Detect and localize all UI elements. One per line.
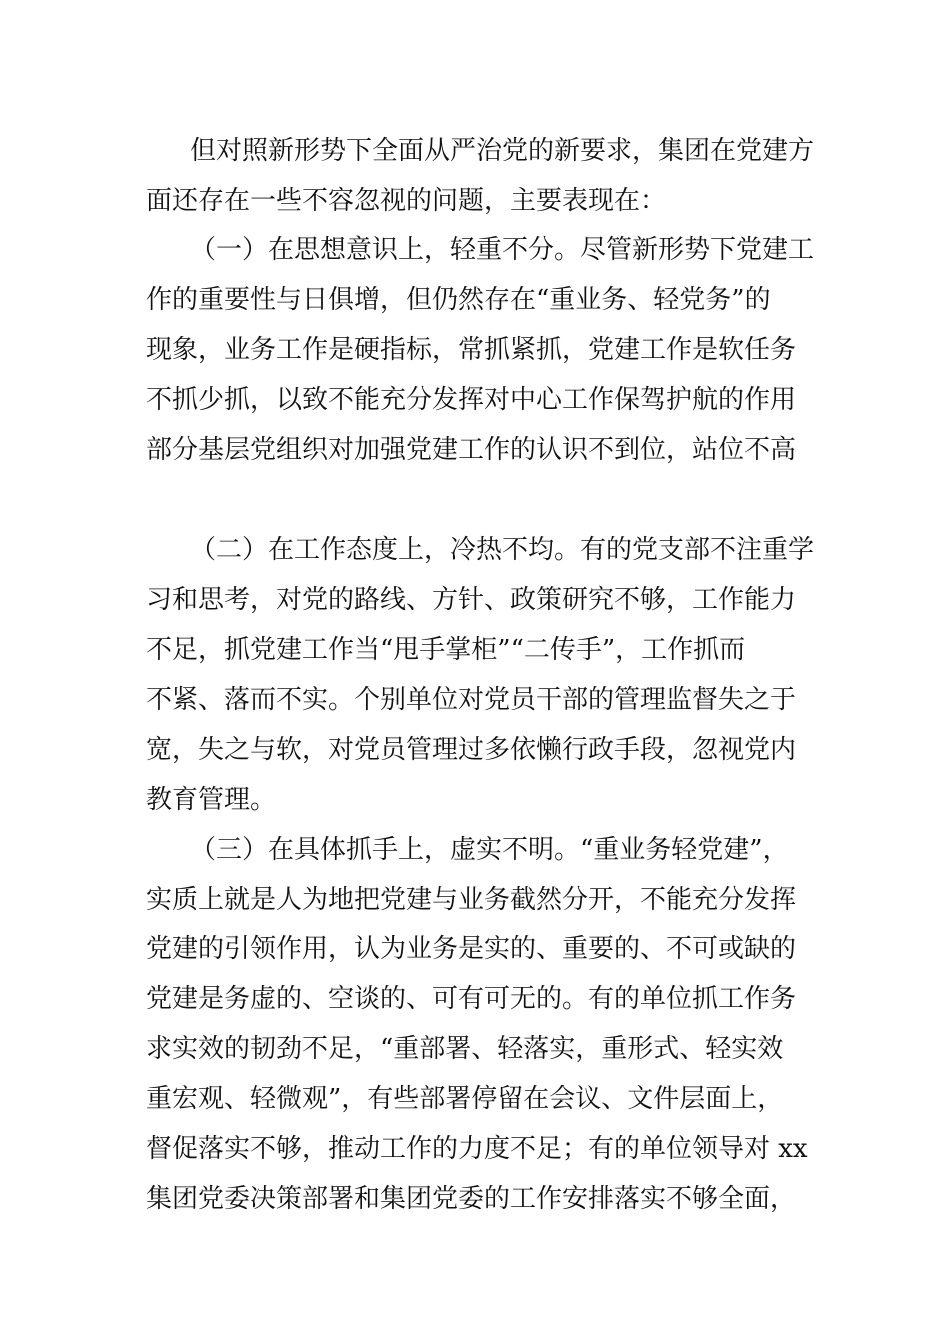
text-line: 作的重要性与日俱增，但仍然存在“重业务、轻党务”的: [146, 285, 771, 315]
text-line: 教育管理。: [146, 785, 277, 815]
text-line: 现象，业务工作是硬指标，常抓紧抓，党建工作是软任务: [146, 335, 797, 365]
text-line: 但对照新形势下全面从严治党的新要求，集团在党建方: [190, 136, 815, 166]
text-line: 面还存在一些不容忽视的问题，主要表现在：: [146, 186, 667, 216]
text-line: 重宏观、轻微观”，有些部署停留在会议、文件层面上，: [146, 1084, 784, 1114]
text-line: 不抓少抓，以致不能充分发挥对中心工作保驾护航的作用: [146, 385, 797, 415]
text-line: （二）在工作态度上，冷热不均。有的党支部不注重学: [190, 535, 815, 565]
text-line: 不足，抓党建工作当“甩手掌柜”“二传手”，工作抓而: [146, 635, 746, 665]
text-line: 宽，失之与软，对党员管理过多依懒行政手段，忽视党内: [146, 735, 797, 765]
text-line: 习和思考，对党的路线、方针、政策研究不够，工作能力: [146, 585, 797, 615]
text-line: 求实效的韧劲不足，“重部署、轻落实，重形式、轻实效: [146, 1034, 784, 1064]
text-line: （三）在具体抓手上，虚实不明。“重业务轻党建”，: [190, 835, 789, 865]
text-line: （一）在思想意识上，轻重不分。尽管新形势下党建工: [190, 235, 815, 265]
text-line: 不紧、落而不实。个别单位对党员干部的管理监督失之于: [146, 685, 797, 715]
text-line: 集团党委决策部署和集团党委的工作安排落实不够全面，: [146, 1184, 797, 1214]
text-line: 党建的引领作用，认为业务是实的、重要的、不可或缺的: [146, 934, 797, 964]
text-line: 党建是务虚的、空谈的、可有可无的。有的单位抓工作务: [146, 984, 797, 1014]
text-line: 督促落实不够，推动工作的力度不足；有的单位领导对 xx: [146, 1134, 808, 1164]
text-line: 实质上就是人为地把党建与业务截然分开，不能充分发挥: [146, 885, 797, 915]
text-line: 部分基层党组织对加强党建工作的认识不到位，站位不高: [146, 435, 797, 465]
